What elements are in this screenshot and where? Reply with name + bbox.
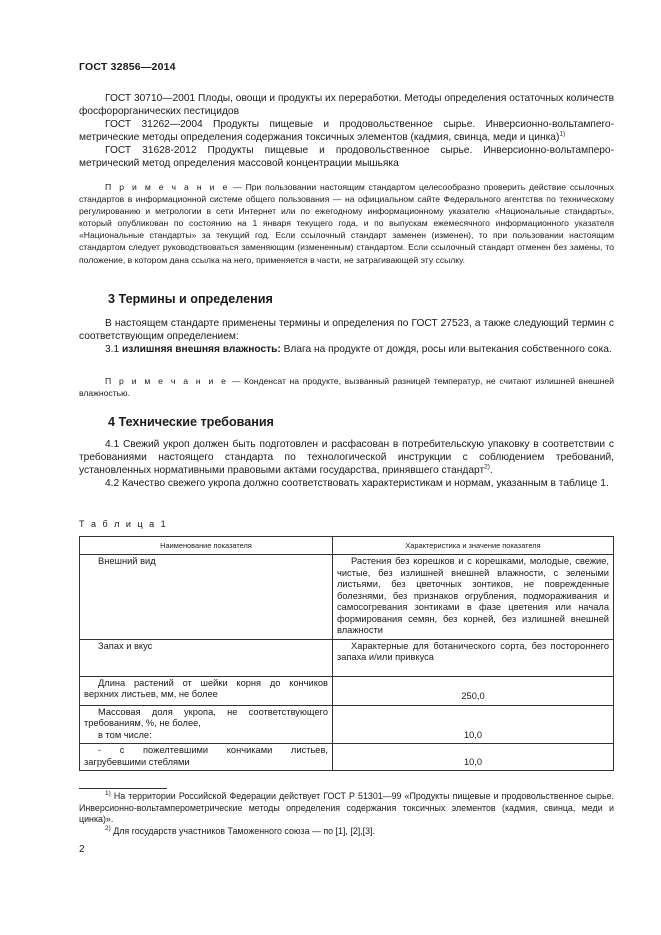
reference-item: ГОСТ 31628-2012 Продукты пищевые и продовольственное сырье. Инверсионно-вольтамперо-метрический метод определения массовой концентрации мышьяка: [79, 144, 614, 169]
reference-item: ГОСТ 30710—2001 Плоды, овощи и продукты их переработки. Методы определения остаточных количеств фосфорорганических пестицидов: [79, 93, 614, 117]
term-definition: 3.1 излишняя внешняя влажность: Влага на продукте от дождя, росы или вытекания собственного сока.: [105, 343, 612, 355]
column-header: Характеристика и значение показателя: [333, 537, 614, 555]
footnote-separator: [79, 788, 167, 789]
table-row: [80, 705, 614, 744]
indicator-name: Массовая доля укропа, не соответствующего требованиям, %, не более, в том числе:: [80, 705, 333, 744]
indicator-value: 250,0: [333, 676, 614, 705]
page-number: 2: [79, 844, 85, 855]
indicator-value: 10,0: [333, 705, 614, 744]
term-name: излишняя внешняя влажность:: [122, 343, 281, 355]
indicator-name: Запах и вкус: [80, 639, 333, 676]
quality-table: [79, 536, 614, 771]
section-3-heading: 3 Термины и определения: [108, 292, 273, 306]
indicator-name: - с пожелтевшими кончиками листьев, загрубевшими стеблями: [80, 744, 333, 771]
table-row: [80, 676, 614, 705]
references-note: [79, 181, 614, 266]
indicator-name: Длина растений от шейки корня до кончиков верхних листьев, мм, не более: [80, 676, 333, 705]
footnotes: [79, 791, 614, 837]
note-text: — Конденсат на продукте, вызванный разницей температур, не считают излишней внешней влажностью.: [79, 376, 614, 399]
note-text: — При пользовании настоящим стандартом целесообразно проверить действие ссылочных стандартов в информационной системе общего пользования — на официальном сайте Федерального агентства по техническому регулированию и метрологии в сети Интернет или по ежегодному информационному указателю «Национальные стандарты», который опубликован по состоянию на 1 января текущего года, и по выпускам ежемесячного информационного указателя «Национальные стандарты» за текущий год. Если ссылочный стандарт заменен (изменен), то при пользовании настоящим стандартом следует руководствоваться заменяющим (измененным) стандартом. Если ссылочный стандарт отменен без замены, то положение, в котором дана ссылка на него, применяется в части, не затрагивающей эту ссылку.: [79, 182, 615, 265]
section-3-note: [79, 375, 614, 399]
indicator-value: Растения без корешков и с корешками, молодые, свежие, чистые, без излишней внешней влажности, с зелеными листьями, без цветочных зонтиков, не поврежденные болезнями, без признаков огрубления, подмораживания и самосогревания зонтиками в фазе цветения или начала формирования семян, без корней, без излишней внешней влажности: [333, 555, 614, 640]
clause-4-1: 4.1 Свежий укроп должен быть подготовлен и расфасован в потребительскую упаковку в соответствии с требованиями настоящего стандарта по технологической инструкции с соблюдением требований, установленных нормативными правовыми актами государства, принявшего стандарт$^{2)}$.: [79, 439, 614, 476]
section-4-body: [79, 439, 614, 491]
footnote: $^{2)}$ Для государств участников Таможенного союза — по [1], [2],[3].: [105, 824, 376, 836]
footnote: $^{1)}$ На территории Российской Федерации действует ГОСТ Р 51301—99 «Продукты пищевые и продовольственное сырье. Инверсионно-вольтамперометрические методы определения содержания токсичных элементов (кадмия, свинца, меди и цинка)».: [79, 790, 614, 824]
clause-4-2: 4.2 Качество свежего укропа должно соответствовать характеристикам и нормам, указанным в таблице 1.: [105, 477, 609, 489]
document-header: ГОСТ 32856—2014: [79, 61, 176, 73]
table-header-row: [80, 537, 614, 555]
normative-references-list: [79, 93, 614, 170]
table-row: [80, 555, 614, 640]
table-row: [80, 744, 614, 771]
indicator-value: Характерные для ботанического сорта, без постороннего запаха и/или привкуса: [333, 639, 614, 676]
note-label: П р и м е ч а н и е: [105, 182, 230, 192]
indicator-name: Внешний вид: [80, 555, 333, 640]
section-3-intro: В настоящем стандарте применены термины и определения по ГОСТ 27523, а также следующий термин с соответствующим определением:: [79, 318, 614, 342]
note-label: П р и м е ч а н и е: [105, 376, 229, 386]
table-caption: Т а б л и ц а 1: [79, 519, 168, 529]
indicator-value: 10,0: [333, 744, 614, 771]
table-row: [80, 639, 614, 676]
section-4-heading: 4 Технические требования: [108, 415, 274, 429]
column-header: Наименование показателя: [80, 537, 333, 555]
section-3-body: [79, 318, 614, 357]
reference-item: ГОСТ 31262—2004 Продукты пищевые и продовольственное сырье. Инверсионно-вольтампero-метрические методы определения содержания токсичных элементов (кадмия, свинца, меди и цинка)$^{1)}$: [79, 118, 614, 143]
